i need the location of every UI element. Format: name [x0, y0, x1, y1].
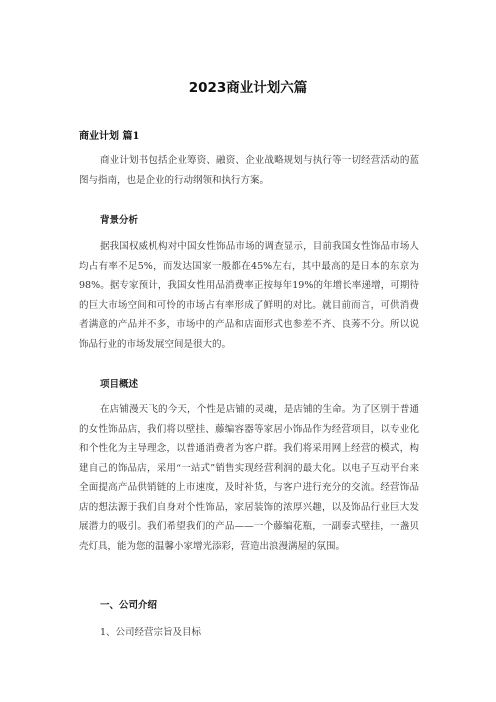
overview-paragraph: 在店铺漫天飞的今天，个性是店铺的灵魂，是店铺的生命。为了区别于普通的女性饰品店，我们将以壁挂、藤编容器等家居小饰品作为经营项目，以专业化和个性化为主导理念，以普通消费者为客户群。我们将采用网上经营的模式，构建自己的饰品店，采用“一站式”销售实现经营利润的最大化。以电子互动平台来全面提高产品供销链的上市速度，及时补货，与客户进行充分的交流。经营饰品店的想法源于我们自身对个性饰品，家居装饰的浓厚兴趣，以及饰品行业巨大发展潜力的吸引。我们希望我们的产品——一个藤编花瓶，一副泰式壁挂，一盏贝壳灯具，能为您的温馨小家增光添彩，营造出浪漫满屋的氛围。: [79, 404, 419, 552]
background-paragraph: 据我国权威机构对中国女性饰品市场的调查显示，目前我国女性饰品市场人均占有率不足5%，而发达国家一般都在45%左右，其中最高的是日本的东京为98%。据专家预计，我国女性用品消费率正按每年19%的年增长率递增，可期待的巨大市场空间和可怜的市场占有率形成了鲜明的对比。就目前而言，可供消费者满意的产品并不多，市场中的产品和店面形式也参差不齐、良莠不分。所以说饰品行业的市场发展空间是很大的。: [79, 241, 419, 350]
section-heading: 商业计划 篇1: [79, 131, 140, 142]
intro-paragraph: 商业计划书包括企业筹资、融资、企业战略规划与执行等一切经营活动的蓝图与指南，也是企业的行动纲领和执行方案。: [79, 155, 419, 186]
background-heading: 背景分析: [100, 215, 139, 226]
company-heading: 一、公司介绍: [100, 600, 158, 611]
overview-heading: 项目概述: [100, 379, 139, 390]
company-item-1: 1、公司经营宗旨及目标: [100, 627, 202, 638]
document-title: 2023商业计划六篇: [188, 80, 308, 96]
